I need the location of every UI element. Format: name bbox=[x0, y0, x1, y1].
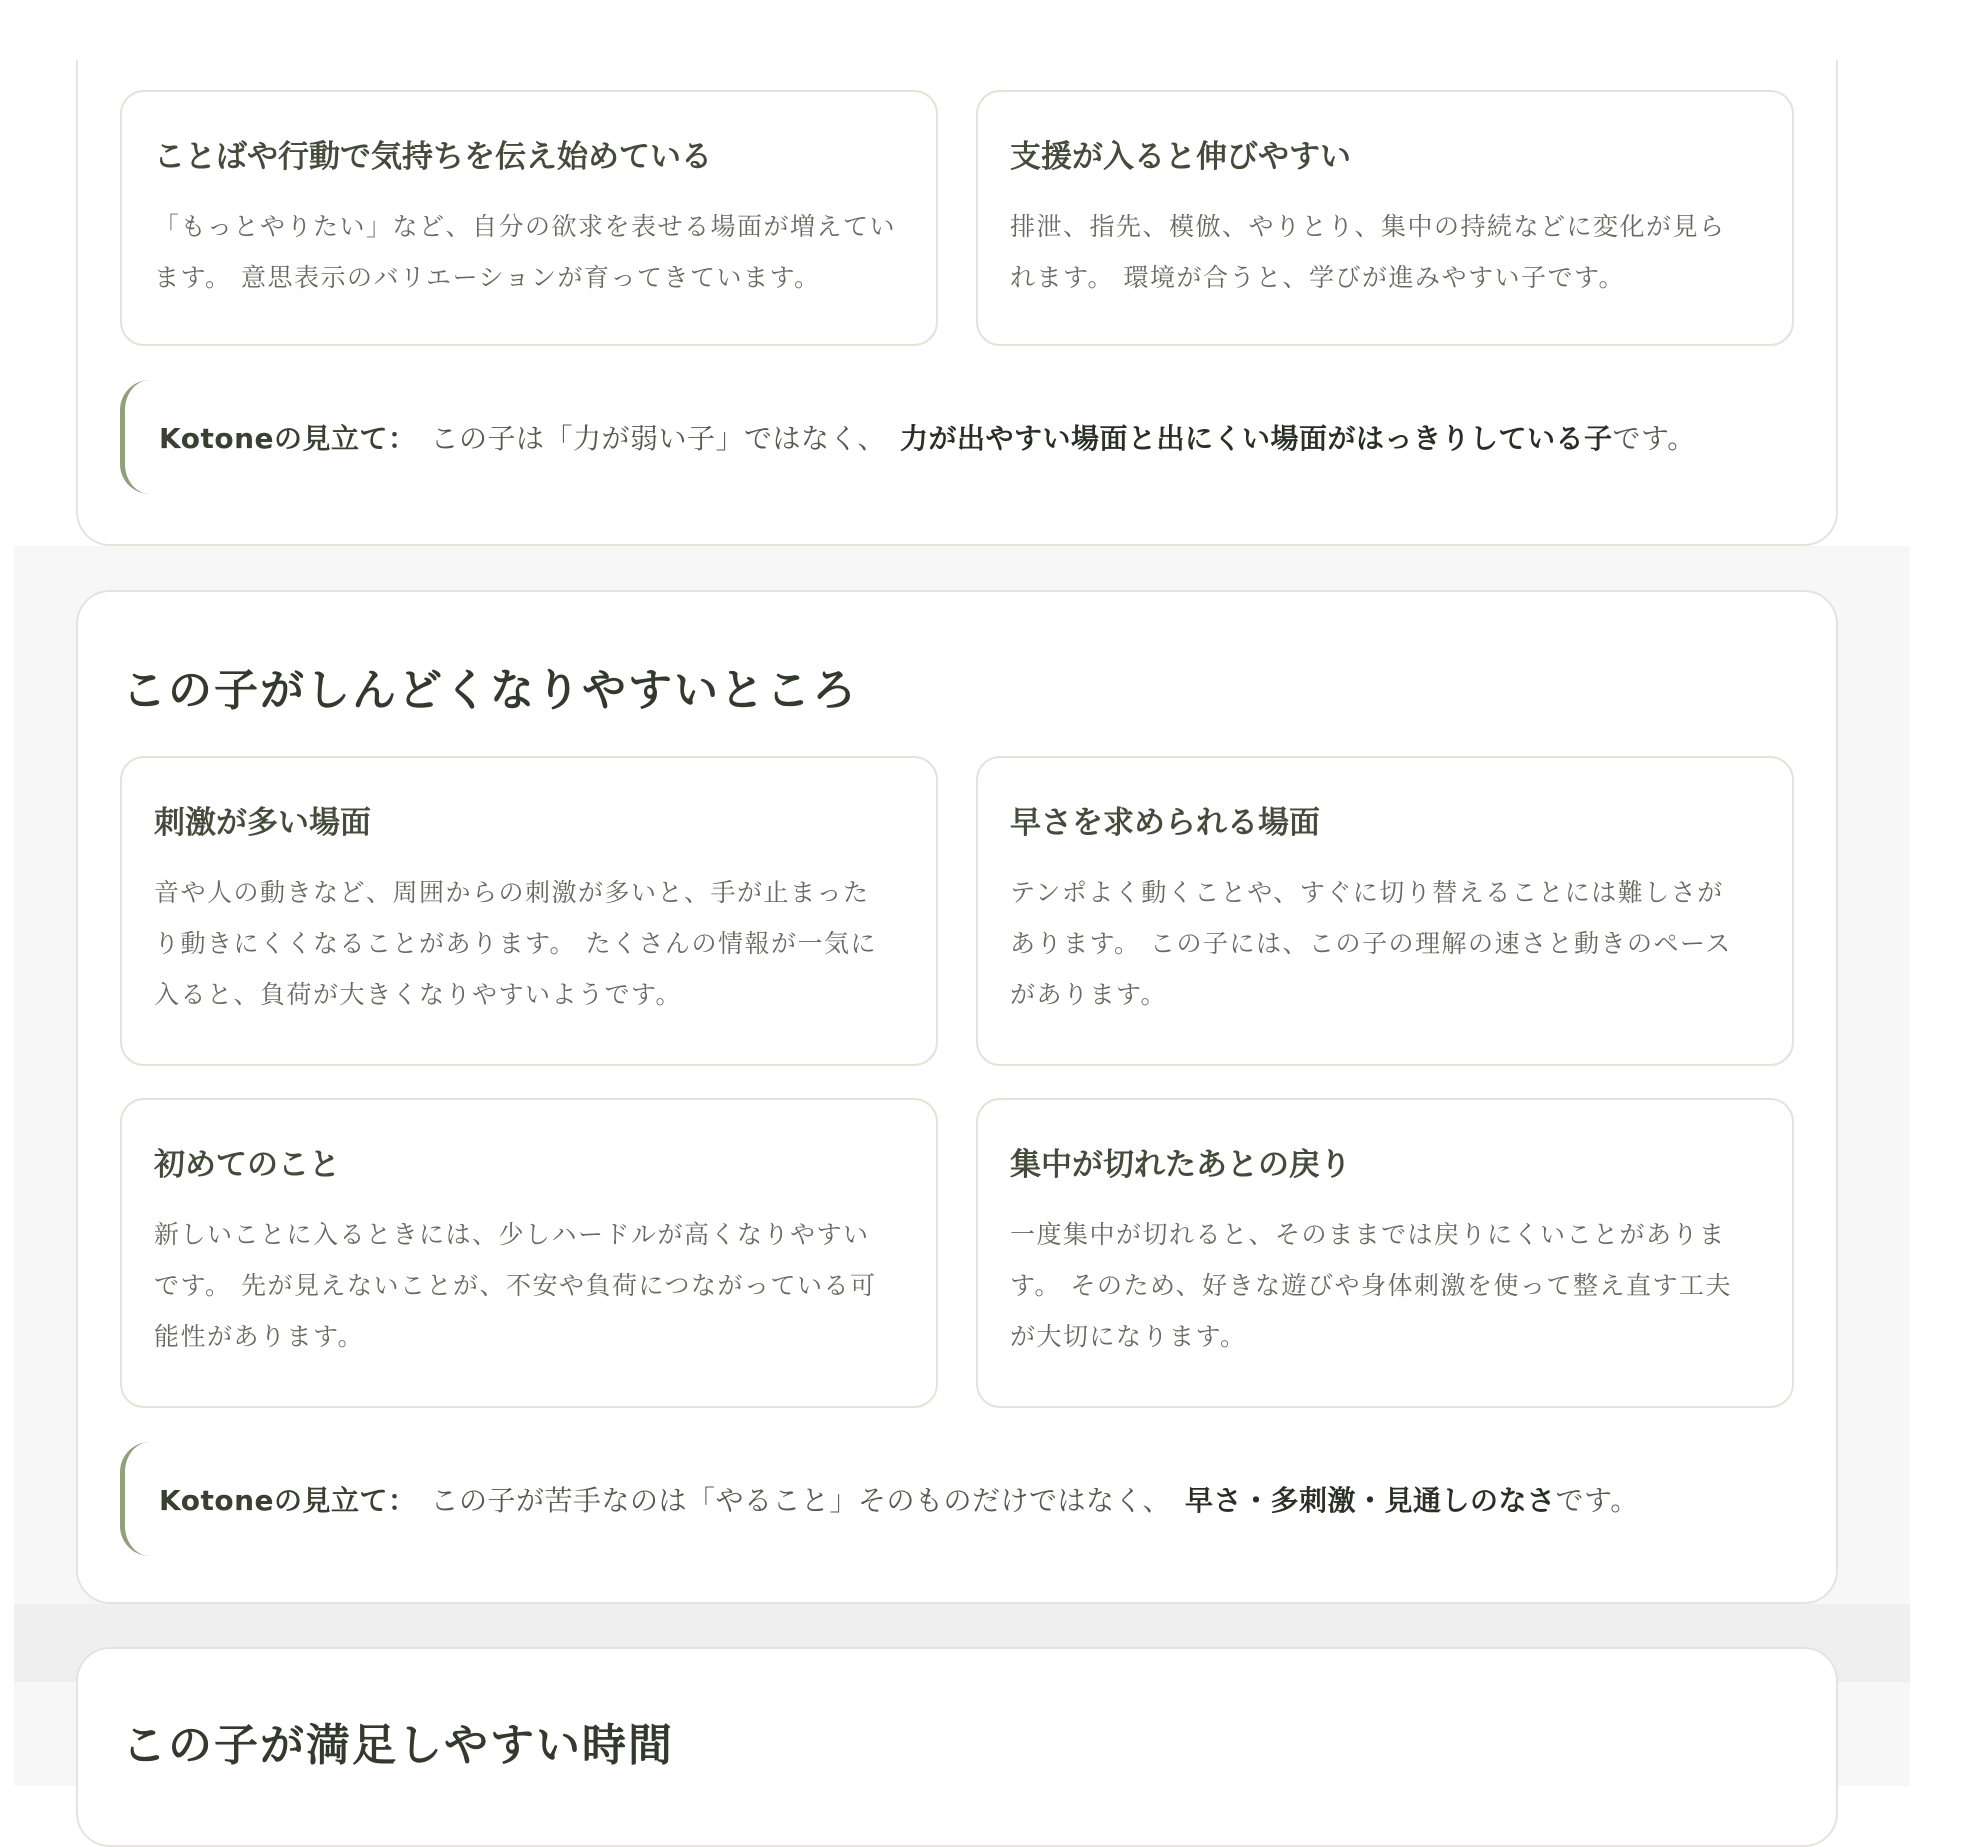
view-text-end: です。 bbox=[1612, 422, 1696, 455]
item-body-line: 入ると、負荷が大きくなりやすいようです。 bbox=[154, 980, 683, 1009]
item-body-line: 新しいことに入るときには、少しハードルが高くなりやすい bbox=[154, 1220, 870, 1249]
item-body bbox=[1010, 867, 1760, 1020]
item-card-refocusing bbox=[976, 1098, 1794, 1408]
item-body bbox=[154, 867, 904, 1020]
difficulties-section bbox=[76, 590, 1838, 1604]
item-body-line: 一度集中が切れると、そのままでは戻りにくいことがありま bbox=[1010, 1220, 1726, 1249]
item-title: 集中が切れたあとの戻り bbox=[1010, 1147, 1351, 1183]
view-lead: Kotoneの見立て： bbox=[159, 422, 417, 455]
section-title: この子が満足しやすい時間 bbox=[122, 1720, 674, 1771]
item-body-line: があります。 bbox=[1010, 980, 1168, 1009]
item-title: ことばや行動で気持ちを伝え始めている bbox=[154, 139, 712, 175]
item-body-line: が大切になります。 bbox=[1010, 1322, 1247, 1351]
item-body bbox=[1010, 1209, 1760, 1362]
item-body bbox=[154, 1209, 904, 1362]
item-body-line: ます。 意思表示のバリエーションが育ってきています。 bbox=[154, 263, 821, 292]
item-title: 早さを求められる場面 bbox=[1010, 805, 1320, 841]
item-card-grows-with-support bbox=[976, 90, 1794, 346]
item-body-line: り動きにくくなることがあります。 たくさんの情報が一気に bbox=[154, 929, 877, 958]
item-title: 刺激が多い場面 bbox=[154, 805, 371, 841]
item-card-speed bbox=[976, 756, 1794, 1066]
item-body-line: す。 そのため、好きな遊びや身体刺激を使って整え直す工夫 bbox=[1010, 1271, 1732, 1300]
section-title: この子がしんどくなりやすいところ bbox=[122, 665, 858, 716]
item-body-line: 「もっとやりたい」など、自分の欲求を表せる場面が増えてい bbox=[154, 212, 897, 241]
item-body bbox=[154, 201, 904, 303]
satisfaction-section bbox=[76, 1647, 1838, 1847]
item-body-line: です。 先が見えないことが、不安や負荷につながっている可 bbox=[154, 1271, 877, 1300]
item-body bbox=[1010, 201, 1760, 303]
item-body-line: 音や人の動きなど、周囲からの刺激が多いと、手が止まった bbox=[154, 878, 870, 907]
strengths-section bbox=[76, 60, 1838, 546]
view-text-end: です。 bbox=[1555, 1484, 1639, 1517]
item-title: 初めてのこと bbox=[154, 1147, 340, 1183]
item-body-line: 能性があります。 bbox=[154, 1322, 365, 1351]
view-lead: Kotoneの見立て： bbox=[159, 1484, 417, 1517]
view-text: この子が苦手なのは「やること」そのものだけではなく、 bbox=[430, 1484, 1171, 1517]
item-card-expressing-feelings bbox=[120, 90, 938, 346]
kotone-view-callout bbox=[120, 380, 1780, 494]
item-card-stimulation bbox=[120, 756, 938, 1066]
item-title: 支援が入ると伸びやすい bbox=[1010, 139, 1351, 175]
item-body-line: れます。 環境が合うと、学びが進みやすい子です。 bbox=[1010, 263, 1625, 292]
view-emphasis: 力が出やすい場面と出にくい場面がはっきりしている子 bbox=[899, 422, 1613, 455]
item-body-line: あります。 この子には、この子の理解の速さと動きのペース bbox=[1010, 929, 1732, 958]
item-body-line: テンポよく動くことや、すぐに切り替えることには難しさが bbox=[1010, 878, 1724, 907]
view-text: この子は「力が弱い子」ではなく、 bbox=[430, 422, 886, 455]
item-body-line: 排泄、指先、模倣、やりとり、集中の持続などに変化が見ら bbox=[1010, 212, 1726, 241]
item-card-new-things bbox=[120, 1098, 938, 1408]
view-emphasis: 早さ・多刺激・見通しのなさ bbox=[1184, 1484, 1556, 1517]
kotone-view-callout bbox=[120, 1442, 1780, 1556]
